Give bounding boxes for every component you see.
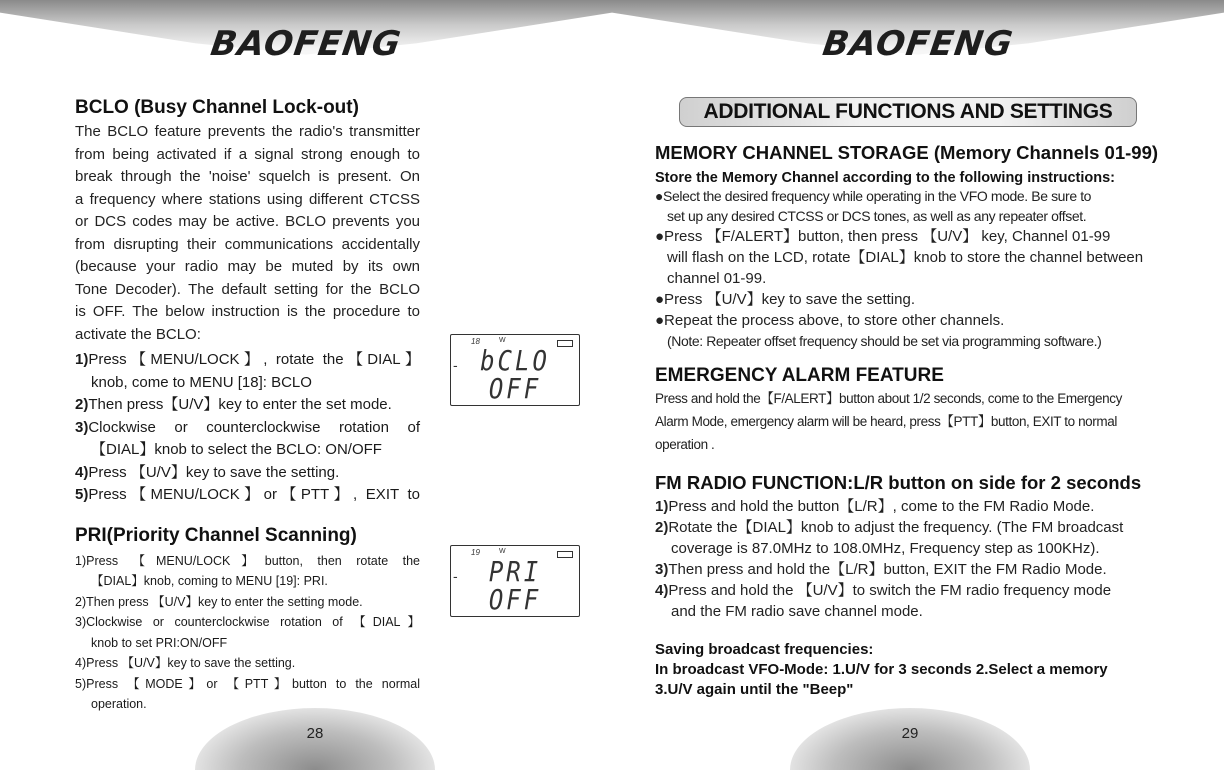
bclo-line: activate the BCLO: (75, 325, 201, 343)
fm-step-cont: coverage is 87.0MHz to 108.0MHz, Frequency step as 100KHz). (671, 540, 1100, 557)
emergency-line: Press and hold the【F/ALERT】button about 1/2 seconds, come to the Emergency (655, 391, 1122, 406)
emergency-title: EMERGENCY ALARM FEATURE (655, 365, 944, 386)
step-text: Rotate the【DIAL】knob to adjust the frequency. (The FM broadcast (668, 519, 1124, 536)
lcd-line-1: bCLO (480, 344, 550, 378)
memory-item-cont: will flash on the LCD, rotate【DIAL】knob to store the channel between (667, 249, 1144, 266)
step-num: 1) (655, 498, 669, 515)
bclo-step (75, 484, 420, 507)
fm-step (655, 496, 1178, 517)
saving-line: In broadcast VFO-Mode: 1.U/V for 3 seconds 2.Select a memory (655, 661, 1108, 678)
bclo-steps (75, 349, 420, 507)
pri-title: PRI(Priority Channel Scanning) (75, 524, 357, 546)
bclo-step-cont: 【DIAL】knob to select the BCLO: ON/OFF (91, 441, 382, 458)
bclo-step (75, 417, 420, 440)
step-num: 4) (655, 582, 669, 599)
emergency-line: Alarm Mode, emergency alarm will be heard, press【PTT】button, EXIT to normal (655, 414, 1117, 429)
fm-title: FM RADIO FUNCTION:L/R button on side for 2 seconds (655, 472, 1142, 493)
pri-step: 3)Clockwise or counterclockwise rotation of 【DIAL】 (75, 615, 420, 629)
bclo-line: Tone Decoder). The default setting for the BCLO (75, 280, 420, 298)
bclo-line: from being activated if a signal strong enough to (75, 145, 420, 163)
page-number: 29 (901, 725, 919, 742)
bclo-section (75, 97, 420, 715)
step-num: 5) (75, 486, 89, 503)
step-num: 3) (75, 418, 89, 436)
step-num: 3) (655, 561, 669, 578)
step-text: Press【MENU/LOCK】or【PTT】, EXIT to (88, 486, 420, 503)
step-text: Press【MENU/LOCK】, rotate the【DIAL】 (88, 351, 420, 368)
lcd-line-2: OFF (488, 372, 542, 406)
bclo-title: BCLO (Busy Channel Lock-out) (75, 97, 359, 118)
memory-item: ●Press 【F/ALERT】button, then press 【U/V】 key, Channel 01-99 (655, 228, 1111, 245)
saving-title: Saving broadcast frequencies: (655, 641, 874, 658)
memory-item: ●Select the desired frequency while operating in the VFO mode. Be sure to (655, 188, 1092, 204)
bclo-line: or DCS codes may be active. BCLO prevents you (75, 213, 420, 230)
step-num: 2) (655, 519, 669, 536)
step-num: 4) (75, 463, 89, 481)
memory-item: ●Press 【U/V】key to save the setting. (655, 291, 915, 308)
bclo-step (75, 349, 420, 372)
memory-subtitle: Store the Memory Channel according to the following instructions: (655, 170, 1115, 186)
bclo-line: break through the 'noise' squelch is present. On (75, 168, 420, 185)
bclo-step-cont: knob, come to MENU [18]: BCLO (91, 373, 312, 391)
pri-step: 4)Press 【U/V】key to save the setting. (75, 656, 296, 670)
brand-logo: BAOFENG (208, 24, 404, 64)
step-text: Press and hold the button【L/R】, come to the FM Radio Mode. (668, 498, 1095, 515)
bclo-line: a frequency where stations using different CTCSS (75, 190, 420, 208)
lcd-display-pri (450, 545, 580, 617)
lcd-w-indicator: W (499, 337, 506, 344)
bclo-line: (because your radio may be muted by its own (75, 258, 420, 275)
step-text: Clockwise or counterclockwise rotation of (88, 418, 420, 436)
bclo-line: The BCLO feature prevents the radio's transmitter (75, 123, 420, 140)
memory-items (655, 186, 1178, 226)
bclo-paragraph (75, 121, 420, 346)
bclo-line: from disrupting their communications accidentally (75, 235, 420, 253)
right-column (655, 97, 1178, 700)
lcd-minus-indicator: - (453, 357, 458, 373)
memory-items-2 (655, 226, 1178, 351)
fm-step (655, 559, 1178, 580)
step-num: 1) (75, 351, 89, 368)
brand-logo: BAOFENG (820, 24, 1016, 64)
pri-step: 5)Press 【MODE】or 【PTT】button to the normal (75, 676, 420, 691)
memory-title: MEMORY CHANNEL STORAGE (Memory Channels 01-99) (655, 142, 1159, 163)
pri-step: 2)Then press 【U/V】key to enter the setting mode. (75, 594, 363, 609)
section-banner: ADDITIONAL FUNCTIONS AND SETTINGS (679, 97, 1137, 127)
right-page (612, 0, 1224, 770)
lcd-display-bclo (450, 334, 580, 406)
fm-step (655, 517, 1178, 538)
page-number: 28 (306, 725, 324, 742)
fm-steps (655, 496, 1178, 622)
bclo-line: is OFF. The below instruction is the procedure to (75, 303, 420, 320)
pri-step-cont: operation. (91, 697, 147, 711)
memory-item: ●Repeat the process above, to store other channels. (655, 312, 1005, 329)
lcd-line-2: OFF (488, 583, 542, 617)
step-text: Press and hold the 【U/V】to switch the FM radio frequency mode (668, 582, 1112, 599)
lcd-w-indicator: W (499, 548, 506, 555)
fm-step-cont: and the FM radio save channel mode. (671, 603, 923, 620)
pri-step-cont: knob to set PRI:ON/OFF (91, 635, 228, 650)
pri-steps (75, 551, 420, 715)
emergency-line: operation . (655, 437, 715, 452)
step-num: 2) (75, 396, 89, 413)
bclo-step (75, 462, 420, 485)
memory-note: (Note: Repeater offset frequency should be set via programming software.) (667, 333, 1102, 349)
pri-step-cont: 【DIAL】knob, coming to MENU [19]: PRI. (91, 574, 328, 588)
step-text: Press 【U/V】key to save the setting. (88, 463, 340, 481)
bclo-step (75, 394, 420, 417)
memory-item-cont: set up any desired CTCSS or DCS tones, as well as any repeater offset. (667, 208, 1087, 224)
step-text: Then press【U/V】key to enter the set mode. (88, 396, 392, 413)
saving-line: 3.U/V again until the "Beep" (655, 681, 854, 698)
emergency-text (655, 387, 1178, 456)
step-text: Then press and hold the【L/R】button, EXIT the FM Radio Mode. (668, 561, 1107, 578)
memory-item-cont: channel 01-99. (667, 270, 767, 287)
lcd-line-1: PRI (488, 555, 542, 589)
lcd-menu-number: 19 (471, 548, 480, 557)
lcd-menu-number: 18 (471, 337, 480, 346)
fm-step (655, 580, 1178, 601)
pri-step: 1)Press 【MENU/LOCK】button, then rotate the (75, 553, 420, 568)
lcd-minus-indicator: - (453, 568, 458, 584)
